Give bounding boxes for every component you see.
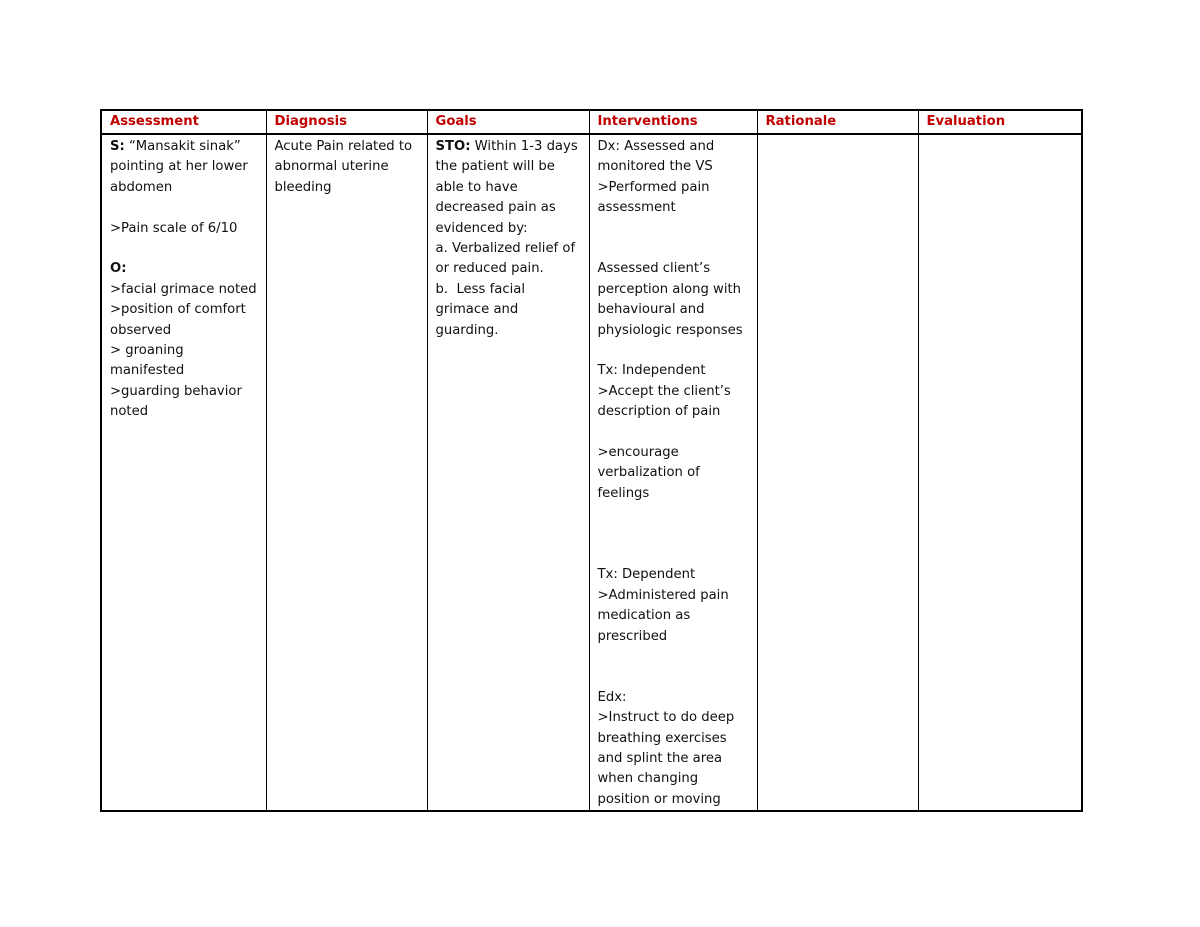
diagnosis-line-text: abnormal uterine [274,159,389,175]
header-rationale: Rationale [757,110,918,134]
evaluation-cell [918,134,1082,811]
assessment-line [110,219,266,239]
interventions-line-text: >Administered pain [597,587,729,603]
interventions-line [598,586,757,606]
goals-line [436,321,589,341]
diagnosis-line [275,137,427,157]
assessment-line [110,137,266,157]
assessment-line-text: >guarding behavior [110,383,242,399]
interventions-line [598,504,757,524]
interventions-line-text: when changing [597,771,699,787]
interventions-line [598,463,757,483]
interventions-line-text: >encourage [597,445,679,461]
interventions-line [598,729,757,749]
interventions-line [598,321,757,341]
interventions-line [598,647,757,667]
interventions-line [598,606,757,626]
interventions-line [598,708,757,728]
assessment-line [110,198,266,218]
interventions-cell [589,134,757,811]
goals-line [436,259,589,279]
assessment-line-text: >Pain scale of 6/10 [110,220,238,236]
interventions-line [598,300,757,320]
goals-line-text: decreased pain as [435,200,556,216]
goals-line [436,137,589,157]
assessment-line [110,321,266,341]
goals-line [436,300,589,320]
goals-line-text: guarding. [435,322,499,338]
interventions-line-text: Edx: [597,689,627,705]
interventions-line-text: and splint the area [597,751,723,767]
assessment-line [110,239,266,259]
interventions-line-text: position or moving [597,791,721,807]
header-goals: Goals [427,110,589,134]
goals-line [436,239,589,259]
header-interventions: Interventions [589,110,757,134]
header-diagnosis: Diagnosis [266,110,427,134]
goals-line-text: b. Less facial [435,281,525,297]
interventions-line-text: perception along with [597,281,742,297]
interventions-line [598,382,757,402]
diagnosis-line [275,178,427,198]
body-row [101,134,1082,811]
goals-line [436,219,589,239]
assessment-line-text: “Mansakit sinak” [124,139,241,154]
interventions-line [598,361,757,381]
assessment-cell [101,134,266,811]
assessment-line-text: > groaning [110,343,184,359]
interventions-line-text: >Performed pain [597,179,710,195]
goals-line-text: able to have [435,179,518,195]
interventions-line [598,239,757,259]
assessment-line-text: >position of comfort [110,302,246,318]
interventions-line-text: >Accept the client’s [597,383,731,399]
interventions-line [598,137,757,157]
assessment-line-text: manifested [110,363,185,379]
goals-cell [427,134,589,811]
assessment-line [110,178,266,198]
goals-line [436,157,589,177]
interventions-line [598,484,757,504]
interventions-line [598,525,757,545]
interventions-line-text: Tx: Independent [597,363,706,379]
assessment-line [110,300,266,320]
interventions-line [598,219,757,239]
interventions-line [598,423,757,443]
interventions-line-text: assessment [597,200,676,216]
assessment-line-label: O: [110,261,127,277]
interventions-line-text: description of pain [597,404,721,420]
assessment-line [110,157,266,177]
assessment-line-text: pointing at her lower [110,159,248,175]
interventions-line [598,749,757,769]
interventions-line [598,769,757,789]
assessment-line-text: noted [110,404,149,420]
goals-line-label: STO: [435,139,471,154]
diagnosis-cell [266,134,427,811]
interventions-line [598,198,757,218]
interventions-line [598,402,757,422]
assessment-line [110,259,266,279]
header-evaluation: Evaluation [918,110,1082,134]
diagnosis-line-text: bleeding [274,179,332,195]
interventions-line-text: >Instruct to do deep [597,710,735,726]
diagnosis-line [275,157,427,177]
interventions-line [598,259,757,279]
interventions-line-text: medication as [597,608,691,624]
assessment-line [110,341,266,361]
assessment-line [110,361,266,381]
diagnosis-line-text: Acute Pain related to [274,139,413,154]
goals-line [436,198,589,218]
interventions-line [598,178,757,198]
interventions-line-text: Tx: Dependent [597,567,696,583]
interventions-line-text: Dx: Assessed and [597,139,715,154]
goals-line-text: grimace and [435,302,519,318]
interventions-line-text: prescribed [597,628,668,644]
interventions-line [598,341,757,361]
interventions-line [598,565,757,585]
interventions-line-text: monitored the VS [597,159,713,175]
goals-line [436,280,589,300]
interventions-line [598,627,757,647]
assessment-line [110,280,266,300]
nursing-care-plan-table [100,109,1083,812]
interventions-line [598,688,757,708]
interventions-line-text: behavioural and [597,302,705,318]
header-row [101,110,1082,134]
assessment-line-text: >facial grimace noted [110,281,257,297]
interventions-line-text: Assessed client’s [597,261,711,277]
interventions-line [598,157,757,177]
interventions-line [598,443,757,463]
assessment-line [110,402,266,422]
interventions-line-text: feelings [597,485,650,501]
interventions-line [598,280,757,300]
goals-line-text: or reduced pain. [435,261,544,277]
goals-line-text: a. Verbalized relief of [435,241,576,257]
interventions-line-text: breathing exercises [597,730,727,746]
goals-line-text: evidenced by: [435,220,528,236]
goals-line [436,178,589,198]
assessment-line-label: S: [110,139,125,154]
header-assessment: Assessment [101,110,266,134]
interventions-line [598,667,757,687]
goals-line-text: Within 1-3 days [470,139,578,154]
goals-line-text: the patient will be [435,159,555,175]
assessment-line-text: observed [110,322,172,338]
interventions-line-text: verbalization of [597,465,700,481]
rationale-cell [757,134,918,811]
assessment-line-text: abdomen [110,179,173,195]
interventions-line [598,790,757,810]
interventions-line-text: physiologic responses [597,322,743,338]
assessment-line [110,382,266,402]
interventions-line [598,545,757,565]
